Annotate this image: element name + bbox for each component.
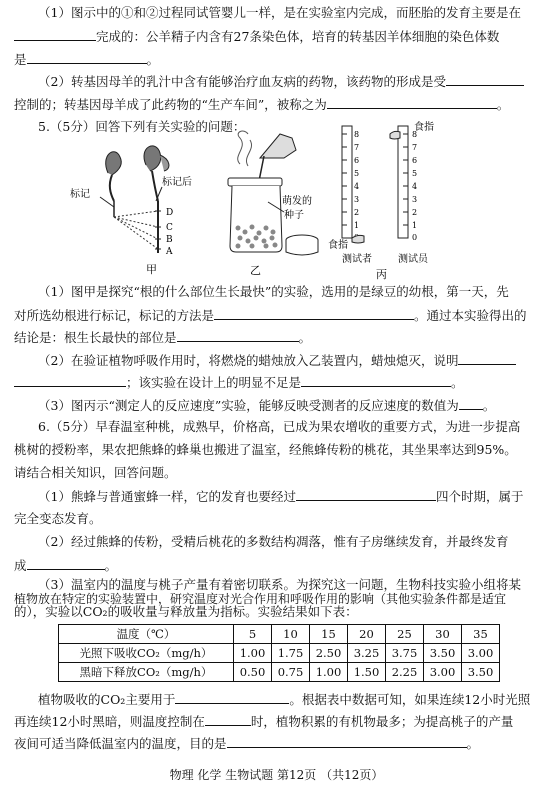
table-cell: 1.00	[234, 644, 272, 663]
q4-p1-text3: 是	[14, 52, 27, 67]
q6-p4-text2-mid: 时，植物积累的有机物最多；为提高桃子的产量	[250, 714, 514, 729]
table-header-cell: 25	[386, 625, 424, 644]
table-header-cell: 5	[234, 625, 272, 644]
q4-p1-line1: （1）图示中的①和②过程同试管婴儿一样，是在实验室内完成，而胚胎的发育主要是在	[38, 5, 521, 20]
q6-p2-line2	[14, 558, 117, 573]
svg-text:5: 5	[354, 169, 360, 178]
finger-bottom-shape	[352, 235, 364, 243]
table-cell: 0.50	[234, 663, 272, 682]
q6-p3-line3-visible: 的），实验以CO₂的吸收量与释放量为指标。实验结果如下表：	[14, 604, 358, 619]
q4-p2-line2	[14, 97, 509, 112]
mark-label: 标记	[70, 189, 90, 200]
finger-bottom-label: 食指	[328, 240, 348, 251]
answer-blank[interactable]	[459, 398, 483, 410]
q5-p1-line2	[14, 308, 527, 323]
q4-p2-end: 。	[496, 97, 510, 112]
q5-p2-line2	[14, 375, 464, 390]
answer-blank[interactable]	[175, 692, 289, 704]
table-cell: 3.50	[424, 644, 462, 663]
answer-blank[interactable]	[301, 375, 451, 387]
answer-blank[interactable]	[14, 375, 126, 387]
letter-d: D	[166, 208, 174, 218]
table-cell: 2.25	[386, 663, 424, 682]
q6-p1-text1: （1）熊蜂与普通蜜蜂一样，它的发育也要经过	[38, 489, 296, 504]
svg-text:7: 7	[412, 143, 418, 152]
svg-text:5: 5	[412, 169, 418, 178]
q4-p2-line1	[38, 74, 524, 89]
figure-label-yi: 乙	[250, 264, 261, 277]
figure-label-bing: 丙	[376, 268, 387, 280]
q5-title: 5.（5分）回答下列有关实验的问题：	[38, 119, 246, 134]
table-cell: 光照下吸收CO₂（mg/h）	[59, 644, 234, 663]
q6-p4-line2	[14, 714, 513, 729]
table-cell: 3.25	[348, 644, 386, 663]
svg-text:3: 3	[412, 195, 418, 204]
mark-after-label: 标记后	[162, 177, 192, 188]
svg-text:2: 2	[354, 208, 360, 217]
svg-text:6: 6	[412, 156, 418, 165]
page-footer: 物理 化学 生物试题 第12页 （共12页）	[169, 768, 384, 782]
q6-p2-end: 。	[104, 558, 118, 573]
answer-blank[interactable]	[177, 330, 299, 342]
q6-p1-text1-end: 四个时期，属于	[435, 489, 524, 504]
table-cell: 3.75	[386, 644, 424, 663]
q4-p1-end: 。	[146, 52, 160, 67]
answer-blank[interactable]	[27, 558, 105, 570]
svg-text:6: 6	[354, 156, 360, 165]
answer-blank[interactable]	[27, 52, 147, 64]
q4-p2-text1: （2）转基因母羊的乳汁中含有能够治疗血友病的药物，该药物的形成是受	[38, 74, 446, 89]
table-header-row	[59, 625, 500, 644]
finger-top-label: 食指	[414, 122, 434, 133]
q6-title: 6.（5分）早春温室种桃，成熟早，价格高，已成为果农增收的重要方式，为进一步提高	[38, 419, 521, 434]
q5-p1-text3: 结论是：根生长最快的部位是	[14, 330, 177, 345]
table-cell: 2.50	[310, 644, 348, 663]
experiment-table	[58, 624, 500, 682]
q5-p2-line1	[38, 353, 516, 368]
table-cell: 3.00	[424, 663, 462, 682]
q5-p2-text2: ；该实验在设计上的明显不足是	[126, 375, 302, 390]
table-cell: 1.00	[310, 663, 348, 682]
q5-p1-line1: （1）图甲是探究“根的什么部位生长最快”的实验，选用的是绿豆的幼根，第一天，先	[38, 284, 509, 299]
seed-label-line1: 萌发的	[282, 196, 312, 207]
table-header-cell: 10	[272, 625, 310, 644]
svg-text:8: 8	[412, 130, 418, 139]
seed-label-line2: 种子	[284, 210, 304, 221]
q6-p1-line2: 完全变态发育。	[14, 511, 102, 526]
table-row	[59, 663, 500, 682]
answer-blank[interactable]	[446, 74, 524, 86]
q5-p1-line3	[14, 330, 311, 345]
svg-text:0: 0	[412, 233, 418, 242]
svg-text:8: 8	[354, 130, 360, 139]
svg-text:3: 3	[354, 195, 360, 204]
table-row	[59, 644, 500, 663]
q6-p2-text2: 成	[14, 558, 27, 573]
ruler-diagram	[328, 120, 448, 280]
table-header-cell: 30	[424, 625, 462, 644]
svg-text:2: 2	[412, 208, 418, 217]
svg-text:7: 7	[354, 143, 360, 152]
letter-c: C	[166, 223, 173, 233]
q6-p1-line1	[38, 489, 523, 504]
answer-blank[interactable]	[227, 736, 467, 748]
svg-text:4: 4	[412, 182, 418, 191]
table-header-cell: 15	[310, 625, 348, 644]
q5-p1-text2-end: 。通过本实验得出的	[414, 308, 527, 323]
answer-blank[interactable]	[327, 97, 497, 109]
answer-blank[interactable]	[458, 353, 516, 365]
table-cell: 1.75	[272, 644, 310, 663]
q6-p4-line1	[38, 692, 530, 707]
q5-p3-end: 。	[482, 398, 496, 413]
table-cell: 黑暗下释放CO₂（mg/h）	[59, 663, 234, 682]
q6-p4-text1-end: 。根据表中数据可知，如果连续12小时光照	[289, 692, 531, 707]
q5-p2-text1: （2）在验证植物呼吸作用时，将燃烧的蜡烛放入乙装置内，蜡烛熄灭，说明	[38, 353, 459, 368]
q6-p4-text3: 夜间可适当降低温室内的温度，目的是	[14, 736, 227, 751]
q6-p3-line1: （3）温室内的温度与桃子产量有着密切联系。为探究这一问题，生物科技实验小组将某	[38, 577, 521, 592]
answer-blank[interactable]	[205, 714, 251, 726]
table-cell: 3.00	[462, 644, 500, 663]
q5-p3-line1	[38, 398, 495, 413]
answer-blank[interactable]	[14, 29, 96, 41]
figure-bing	[328, 120, 448, 280]
q4-p1-text2: 完成的：公羊精子内含有27条染色体，培育的转基因羊体细胞的染色体数	[96, 29, 500, 44]
q4-p1-line3	[14, 52, 159, 67]
table-cell: 3.50	[462, 663, 500, 682]
table-cell: 0.75	[272, 663, 310, 682]
figure-jia	[60, 135, 200, 275]
table-header-cell: 20	[348, 625, 386, 644]
q6-line3: 请结合相关知识，回答问题。	[14, 465, 177, 480]
q6-p3-line2: 植物放在特定的实验装置中，研究温度对光合作用和呼吸作用的影响（其他实验条件都是适宜	[14, 592, 507, 606]
q4-p2-text2: 控制的；转基因母羊成了此药物的“生产车间”，被称之为	[14, 97, 327, 112]
table-cell: 1.50	[348, 663, 386, 682]
svg-text:1: 1	[354, 221, 360, 230]
q6-p4-end: 。	[466, 736, 480, 751]
answer-blank[interactable]	[296, 489, 436, 501]
q6-p4-line3	[14, 736, 479, 751]
q6-p4-text2: 再连续12小时黑暗，则温度控制在	[14, 714, 205, 729]
letter-b: B	[166, 235, 173, 245]
q6-p2-line1: （2）经过熊蜂的传粉，受精后桃花的多数结构凋落，惟有子房继续发育，并最终发育	[38, 534, 509, 549]
finger-top-shape	[390, 131, 400, 139]
seedling-diagram	[60, 135, 200, 275]
svg-text:4: 4	[354, 182, 360, 191]
q5-p1-text2: 对所选幼根进行标记，标记的方法是	[14, 308, 215, 323]
table-header-cell: 温度（℃）	[59, 625, 234, 644]
q6-p4-text1: 植物吸收的CO₂主要用于	[38, 692, 176, 707]
tested-label: 测试员	[398, 254, 428, 265]
q4-p1-line2	[14, 29, 499, 44]
q6-line2: 桃树的授粉率，果农把熊蜂的蜂巢也搬进了温室，经熊蜂传粉的桃花，其坐果率达到95%。	[14, 442, 517, 457]
figure-label-jia: 甲	[146, 263, 157, 275]
tester-label: 测试者	[342, 254, 372, 265]
svg-text:1: 1	[412, 221, 418, 230]
answer-blank[interactable]	[214, 308, 414, 320]
table-header-cell: 35	[462, 625, 500, 644]
jar-diagram	[218, 128, 326, 278]
figure-yi	[218, 128, 326, 278]
q5-p1-end: 。	[298, 330, 312, 345]
q5-p2-end: 。	[451, 375, 464, 390]
q5-p3-text1: （3）图丙示“测定人的反应速度”实验，能够反映受测者的反应速度的数值为	[38, 398, 459, 413]
letter-a: A	[166, 247, 173, 257]
